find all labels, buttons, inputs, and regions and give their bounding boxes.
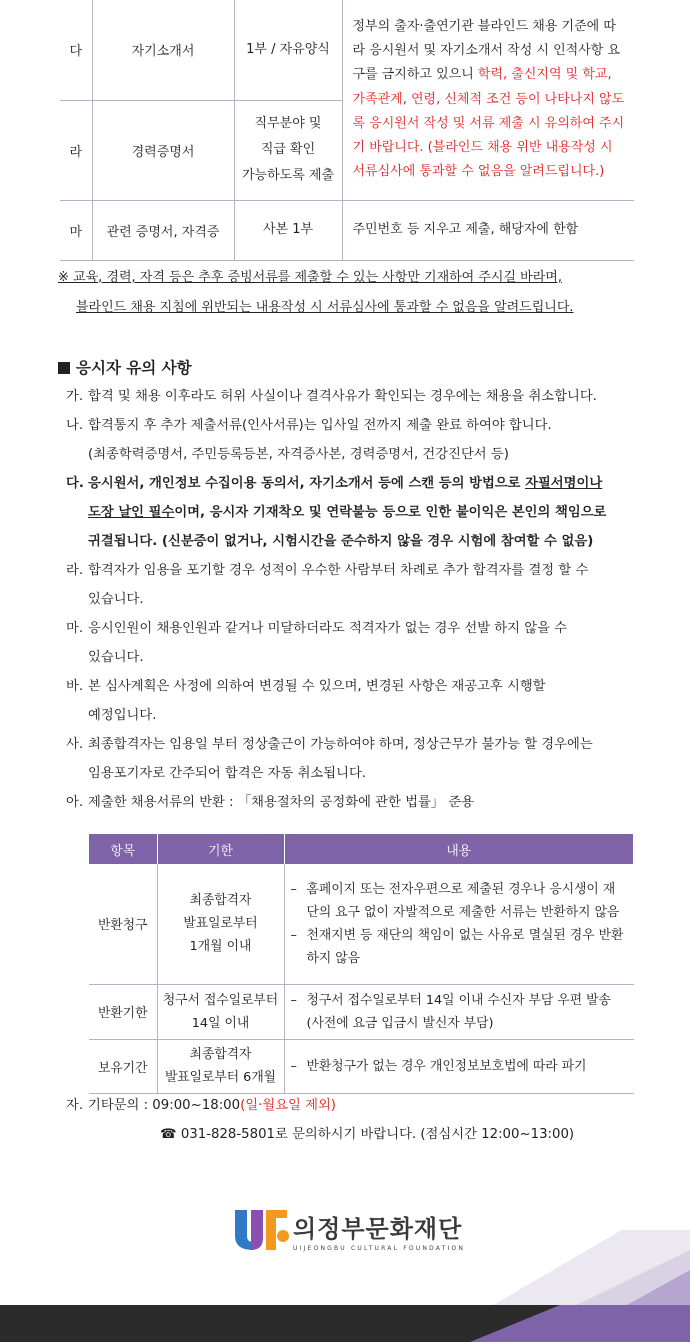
row-key: 반환기한	[89, 984, 157, 1039]
row-content: – 홈페이지 또는 전자우편으로 제출된 경우나 응시생이 재단의 요구 없이 자발적으로 제출한 서류는 반환하지 않음 – 천재지변 등 재단의 책임이 없는 사유로 멸실된 경우 반환하지 않음	[284, 864, 634, 984]
blind-note-red: 학력, 출신지역 및 학교, 가족관계, 연령, 신체적 조건 등이 나타나지 않도록 응시원서 작성 및 서류 제출 시 유의하여 주시기 바랍니다. (블라인드 채용 위반 내용작성 시 서류심사에 통과할 수 없음을 알려드립니다.)	[352, 67, 625, 180]
row-key: 반환청구	[89, 864, 157, 984]
item-mark: 라.	[66, 563, 84, 578]
item-text	[88, 614, 646, 672]
list-item	[66, 382, 646, 411]
item-line: 합격통지 후 추가 제출서류(인사서류)는 입사일 전까지 제출 완료 하여야 합니다.	[88, 418, 552, 433]
list-item	[66, 614, 646, 672]
table-row	[89, 864, 634, 984]
table-row	[89, 1039, 634, 1093]
row-mark: 라	[60, 100, 92, 200]
row-key: 보유기간	[89, 1039, 157, 1093]
list-item	[66, 730, 646, 788]
period-line: 최종합격자	[189, 1047, 252, 1062]
content-line: 천재지변 등 재단의 책임이 없는 사유로 멸실된 경우 반환하지 않음	[306, 927, 624, 966]
section-title-text: 응시자 유의 사항	[76, 359, 192, 377]
footnote-line: ※ 교육, 경력, 자격 등은 추후 증빙서류를 제출할 수 있는 사항만 기재하여 주시길 바라며,	[58, 270, 562, 285]
period-line: 최종합격자	[189, 893, 252, 909]
item-line: 있습니다.	[88, 650, 144, 665]
footnote-line: 블라인드 채용 지침에 위반되는 내용작성 시 서류심사에 통과할 수 없음을 알려드립니다.	[76, 300, 574, 315]
row-item: 자기소개서	[92, 0, 234, 100]
item-segment: 이며, 응시자 기재착오 및 연락불능 등으로 인한 불이익은 본인의 책임으로	[174, 505, 607, 520]
period-line: 1개월 이내	[189, 939, 252, 955]
header-period: 기한	[157, 834, 284, 864]
item-mark: 다.	[66, 476, 84, 491]
content-line: 청구서 접수일로부터 14일 이내 수신자 부담 우편 발송(사전에 요금 입금시 발신자 부담)	[306, 992, 611, 1031]
period-line: 14일 이내	[191, 1015, 250, 1031]
item-line: 있습니다.	[88, 592, 144, 607]
square-bullet-icon	[58, 362, 70, 374]
item-line: 임용포기자로 간주되어 합격은 자동 취소됩니다.	[88, 766, 367, 781]
item-line: 응시인원이 채용인원과 같거나 미달하더라도 적격자가 없는 경우 선발 하지 않을 수	[88, 621, 567, 636]
row-qty: 1부 / 자유양식	[234, 0, 342, 100]
item-line: 최종합격자는 임용일 부터 정상출근이 가능하여야 하며, 정상근무가 불가능 할 경우에는	[88, 737, 593, 752]
section-title	[58, 356, 192, 378]
list-item	[66, 672, 646, 730]
phone-text: 031-828-5801로 문의하시기 바랍니다. (점심시간 12:00~13:00)	[180, 1127, 575, 1142]
document-return-table	[89, 834, 634, 1094]
logo-subtitle: UIJEONGBU CULTURAL FOUNDATION	[293, 1244, 466, 1252]
item-mark: 가.	[66, 389, 84, 404]
logo-name: 의정부문화재단	[293, 1214, 463, 1243]
contact-exclusion: (일·월요일 제외)	[240, 1098, 336, 1113]
contact-hours: 기타문의 : 09:00~18:00	[88, 1098, 241, 1113]
content-line: 반환청구가 없는 경우 개인정보보호법에 따라 파기	[306, 1058, 587, 1074]
contact-info	[66, 1094, 336, 1118]
item-mark: 나.	[66, 418, 84, 433]
period-line: 발표일로부터 6개월	[164, 1070, 277, 1085]
item-segment: 귀결됩니다. (신분증이 없거나, 시험시간을 준수하지 않을 경우 시험에 참여할 수 없음)	[88, 534, 594, 549]
table-row	[60, 0, 634, 100]
header-item: 항목	[89, 834, 157, 864]
row-content: – 반환청구가 없는 경우 개인정보보호법에 따라 파기	[284, 1039, 634, 1093]
row-period	[157, 1039, 284, 1093]
item-text: 합격 및 채용 이후라도 허위 사실이나 결격사유가 확인되는 경우에는 채용을 취소합니다.	[88, 389, 597, 404]
header-content: 내용	[284, 834, 634, 864]
content-line: 홈페이지 또는 전자우편으로 제출된 경우나 응시생이 재단의 요구 없이 자발적으로 제출한 서류는 반환하지 않음	[306, 881, 620, 920]
item-segment: 응시원서, 개인정보 수집이용 동의서, 자기소개서 등에 스캔 등의 방법으로	[88, 476, 526, 491]
phone-icon: ☎	[160, 1127, 177, 1142]
submission-documents-table	[60, 0, 634, 261]
item-text	[88, 672, 646, 730]
table-row	[89, 984, 634, 1039]
row-note: 주민번호 등 지우고 제출, 해당자에 한함	[342, 200, 634, 260]
period-line: 청구서 접수일로부터	[162, 992, 279, 1008]
row-mark: 마	[60, 200, 92, 260]
list-item	[66, 469, 646, 556]
period-line: 발표일로부터	[183, 916, 258, 932]
item-line: 합격자가 임용을 포기할 경우 성적이 우수한 사람부터 차례로 추가 합격자를 결정 할 수	[88, 563, 589, 578]
row-item: 관련 증명서, 자격증	[92, 200, 234, 260]
item-underlined: 도장 날인 필수	[88, 505, 175, 520]
item-text	[88, 730, 646, 788]
item-mark: 아.	[66, 795, 84, 810]
list-item	[66, 788, 646, 817]
notice-list	[66, 382, 646, 817]
item-text	[88, 469, 646, 556]
item-mark: 사.	[66, 737, 84, 752]
qty-line: 직급 확인	[260, 142, 316, 157]
list-item	[66, 411, 646, 469]
row-qty: 사본 1부	[234, 200, 342, 260]
list-item	[66, 556, 646, 614]
blind-note-black: 정부의 출자·출연기관 블라인드 채용 기준에 따라 응시원서 및 자기소개서 작성 시 인적사항 요구를 금지하고 있으니	[352, 18, 621, 83]
item-mark: 마.	[66, 621, 84, 636]
item-text	[88, 556, 646, 614]
table-header-row	[89, 834, 634, 864]
item-line: 예정입니다.	[88, 708, 157, 723]
blind-hiring-note	[342, 0, 634, 200]
contact-phone	[160, 1123, 574, 1147]
item-line: (최종학력증명서, 주민등록등본, 자격증사본, 경력증명서, 건강진단서 등)	[88, 447, 509, 462]
item-text: 제출한 채용서류의 반환 : 「채용절차의 공정화에 관한 법률」 준용	[88, 795, 475, 810]
row-qty	[234, 100, 342, 200]
table-footnote	[58, 263, 658, 323]
row-item: 경력증명서	[92, 100, 234, 200]
item-mark: 자.	[66, 1098, 84, 1113]
item-line: 본 심사계획은 사정에 의하여 변경될 수 있으며, 변경된 사항은 재공고후 시행할	[88, 679, 546, 694]
table-row	[60, 200, 634, 260]
item-mark: 바.	[66, 679, 84, 694]
decorative-footer-band	[0, 1230, 690, 1342]
row-period	[157, 984, 284, 1039]
row-period	[157, 864, 284, 984]
qty-line: 직무분야 및	[254, 116, 322, 131]
row-mark: 다	[60, 0, 92, 100]
item-text	[88, 411, 646, 469]
row-content: – 청구서 접수일로부터 14일 이내 수신자 부담 우편 발송(사전에 요금 입금시 발신자 부담)	[284, 984, 634, 1039]
qty-line: 가능하도록 제출	[241, 168, 335, 183]
item-underlined: 자필서명이나	[525, 476, 603, 491]
